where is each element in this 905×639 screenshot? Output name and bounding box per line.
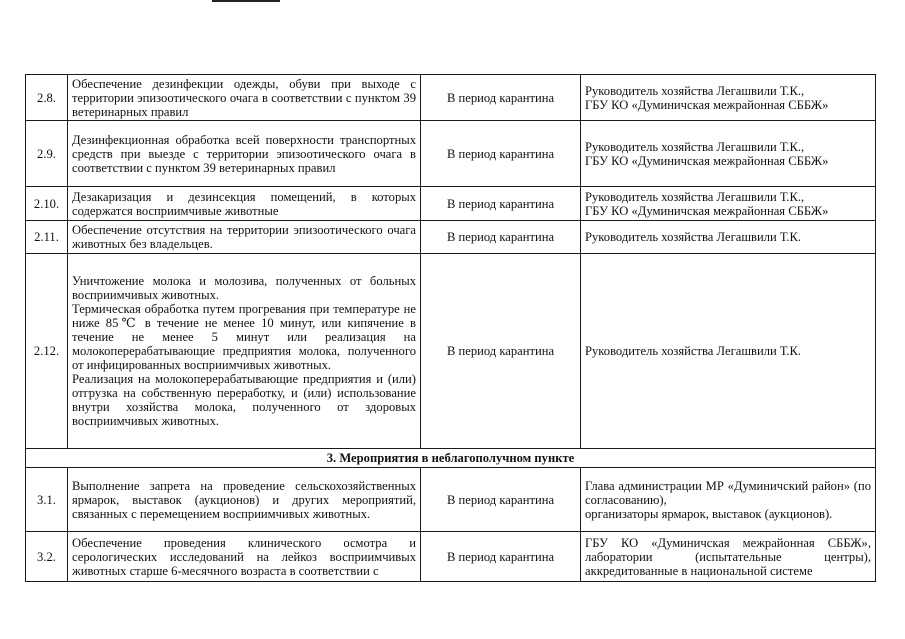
description-text: Дезинфекционная обработка всей поверхности транспортных средств при выезде с территории эпизоотического очага в соответствии с пунктом 39 ветеринарных правил (72, 132, 416, 175)
description-text: Обеспечение проведения клинического осмотра и серологических исследований на лейкоз восприимчивых животных старше 6-месячного возраста в соответствии с (72, 535, 416, 578)
measure-description (68, 121, 421, 187)
measure-description (68, 187, 421, 221)
measure-responsible (581, 468, 876, 532)
responsible-text: Руководитель хозяйства Легашвили Т.К. (585, 344, 802, 358)
responsible-text: Глава администрации МР «Думиничский район» (по согласованию), (585, 478, 871, 507)
top-rule (212, 0, 280, 2)
measure-description (68, 468, 421, 532)
description-text: Обеспечение дезинфекции одежды, обуви при выходе с территории эпизоотического очага в соответствии с пунктом 39 ветеринарных правил (72, 76, 416, 119)
measure-period: В период карантина (421, 468, 581, 532)
table-row (26, 221, 876, 254)
measure-responsible (581, 75, 876, 121)
description-text: Реализация на молокоперерабатывающие предприятия и (или) отгрузка на собственную переработку, и (или) использование внутри хозяйства молока, полученного от здоровых восприимчивых животных. (72, 372, 416, 428)
table-row (26, 75, 876, 121)
responsible-text: Руководитель хозяйства Легашвили Т.К., (585, 189, 805, 204)
measure-responsible (581, 532, 876, 582)
table-row (26, 468, 876, 532)
row-number: 2.8. (26, 75, 68, 121)
row-number: 2.12. (26, 254, 68, 449)
table-row (26, 121, 876, 187)
measure-period: В период карантина (421, 254, 581, 449)
description-text: Обеспечение отсутствия на территории эпизоотического очага животных без владельцев. (72, 223, 416, 251)
responsible-text: Руководитель хозяйства Легашвили Т.К., (585, 139, 805, 154)
description-text: Уничтожение молока и молозива, полученных от больных восприимчивых животных. (72, 274, 416, 302)
measure-responsible (581, 121, 876, 187)
measure-description (68, 254, 421, 449)
responsible-text: организаторы ярмарок, выставок (аукционов). (585, 506, 833, 521)
responsible-text: ГБУ КО «Думиничская межрайонная СББЖ» (585, 153, 829, 168)
row-number: 2.11. (26, 221, 68, 254)
measure-period: В период карантина (421, 121, 581, 187)
measure-responsible (581, 187, 876, 221)
section-title: 3. Мероприятия в неблагополучном пункте (26, 449, 876, 468)
measure-description (68, 75, 421, 121)
measure-period: В период карантина (421, 221, 581, 254)
row-number: 2.10. (26, 187, 68, 221)
table-row (26, 187, 876, 221)
measure-period: В период карантина (421, 532, 581, 582)
responsible-text: ГБУ КО «Думиничская межрайонная СББЖ» (585, 203, 829, 218)
section-header-row (26, 449, 876, 468)
measure-period: В период карантина (421, 75, 581, 121)
measure-description (68, 532, 421, 582)
measures-table (25, 74, 876, 582)
row-number: 3.1. (26, 468, 68, 532)
row-number: 2.9. (26, 121, 68, 187)
responsible-text: ГБУ КО «Думиничская межрайонная СББЖ» (585, 97, 829, 112)
measure-responsible (581, 254, 876, 449)
responsible-text: Руководитель хозяйства Легашвили Т.К. (585, 230, 802, 244)
description-text: Дезакаризация и дезинсекция помещений, в которых содержатся восприимчивые животные (72, 189, 416, 218)
description-text: Выполнение запрета на проведение сельскохозяйственных ярмарок, выставок (аукционов) и других мероприятий, связанных с перемещением восприимчивых животных. (72, 478, 416, 521)
description-text: Термическая обработка путем прогревания при температуре не ниже 85℃ в течение не менее 10 минут, или кипячение в течение не менее 5 минут или реализация на молокоперерабатывающие предприятия молока, полученного от инфицированных восприимчивых животных. (72, 302, 416, 372)
row-number: 3.2. (26, 532, 68, 582)
measure-description (68, 221, 421, 254)
responsible-text: ГБУ КО «Думиничская межрайонная СББЖ», лаборатории (испытательные центры), аккредитованные в национальной системе (585, 535, 871, 578)
responsible-text: Руководитель хозяйства Легашвили Т.К., (585, 83, 805, 98)
measure-responsible (581, 221, 876, 254)
measure-period: В период карантина (421, 187, 581, 221)
table-row (26, 254, 876, 449)
table-row (26, 532, 876, 582)
